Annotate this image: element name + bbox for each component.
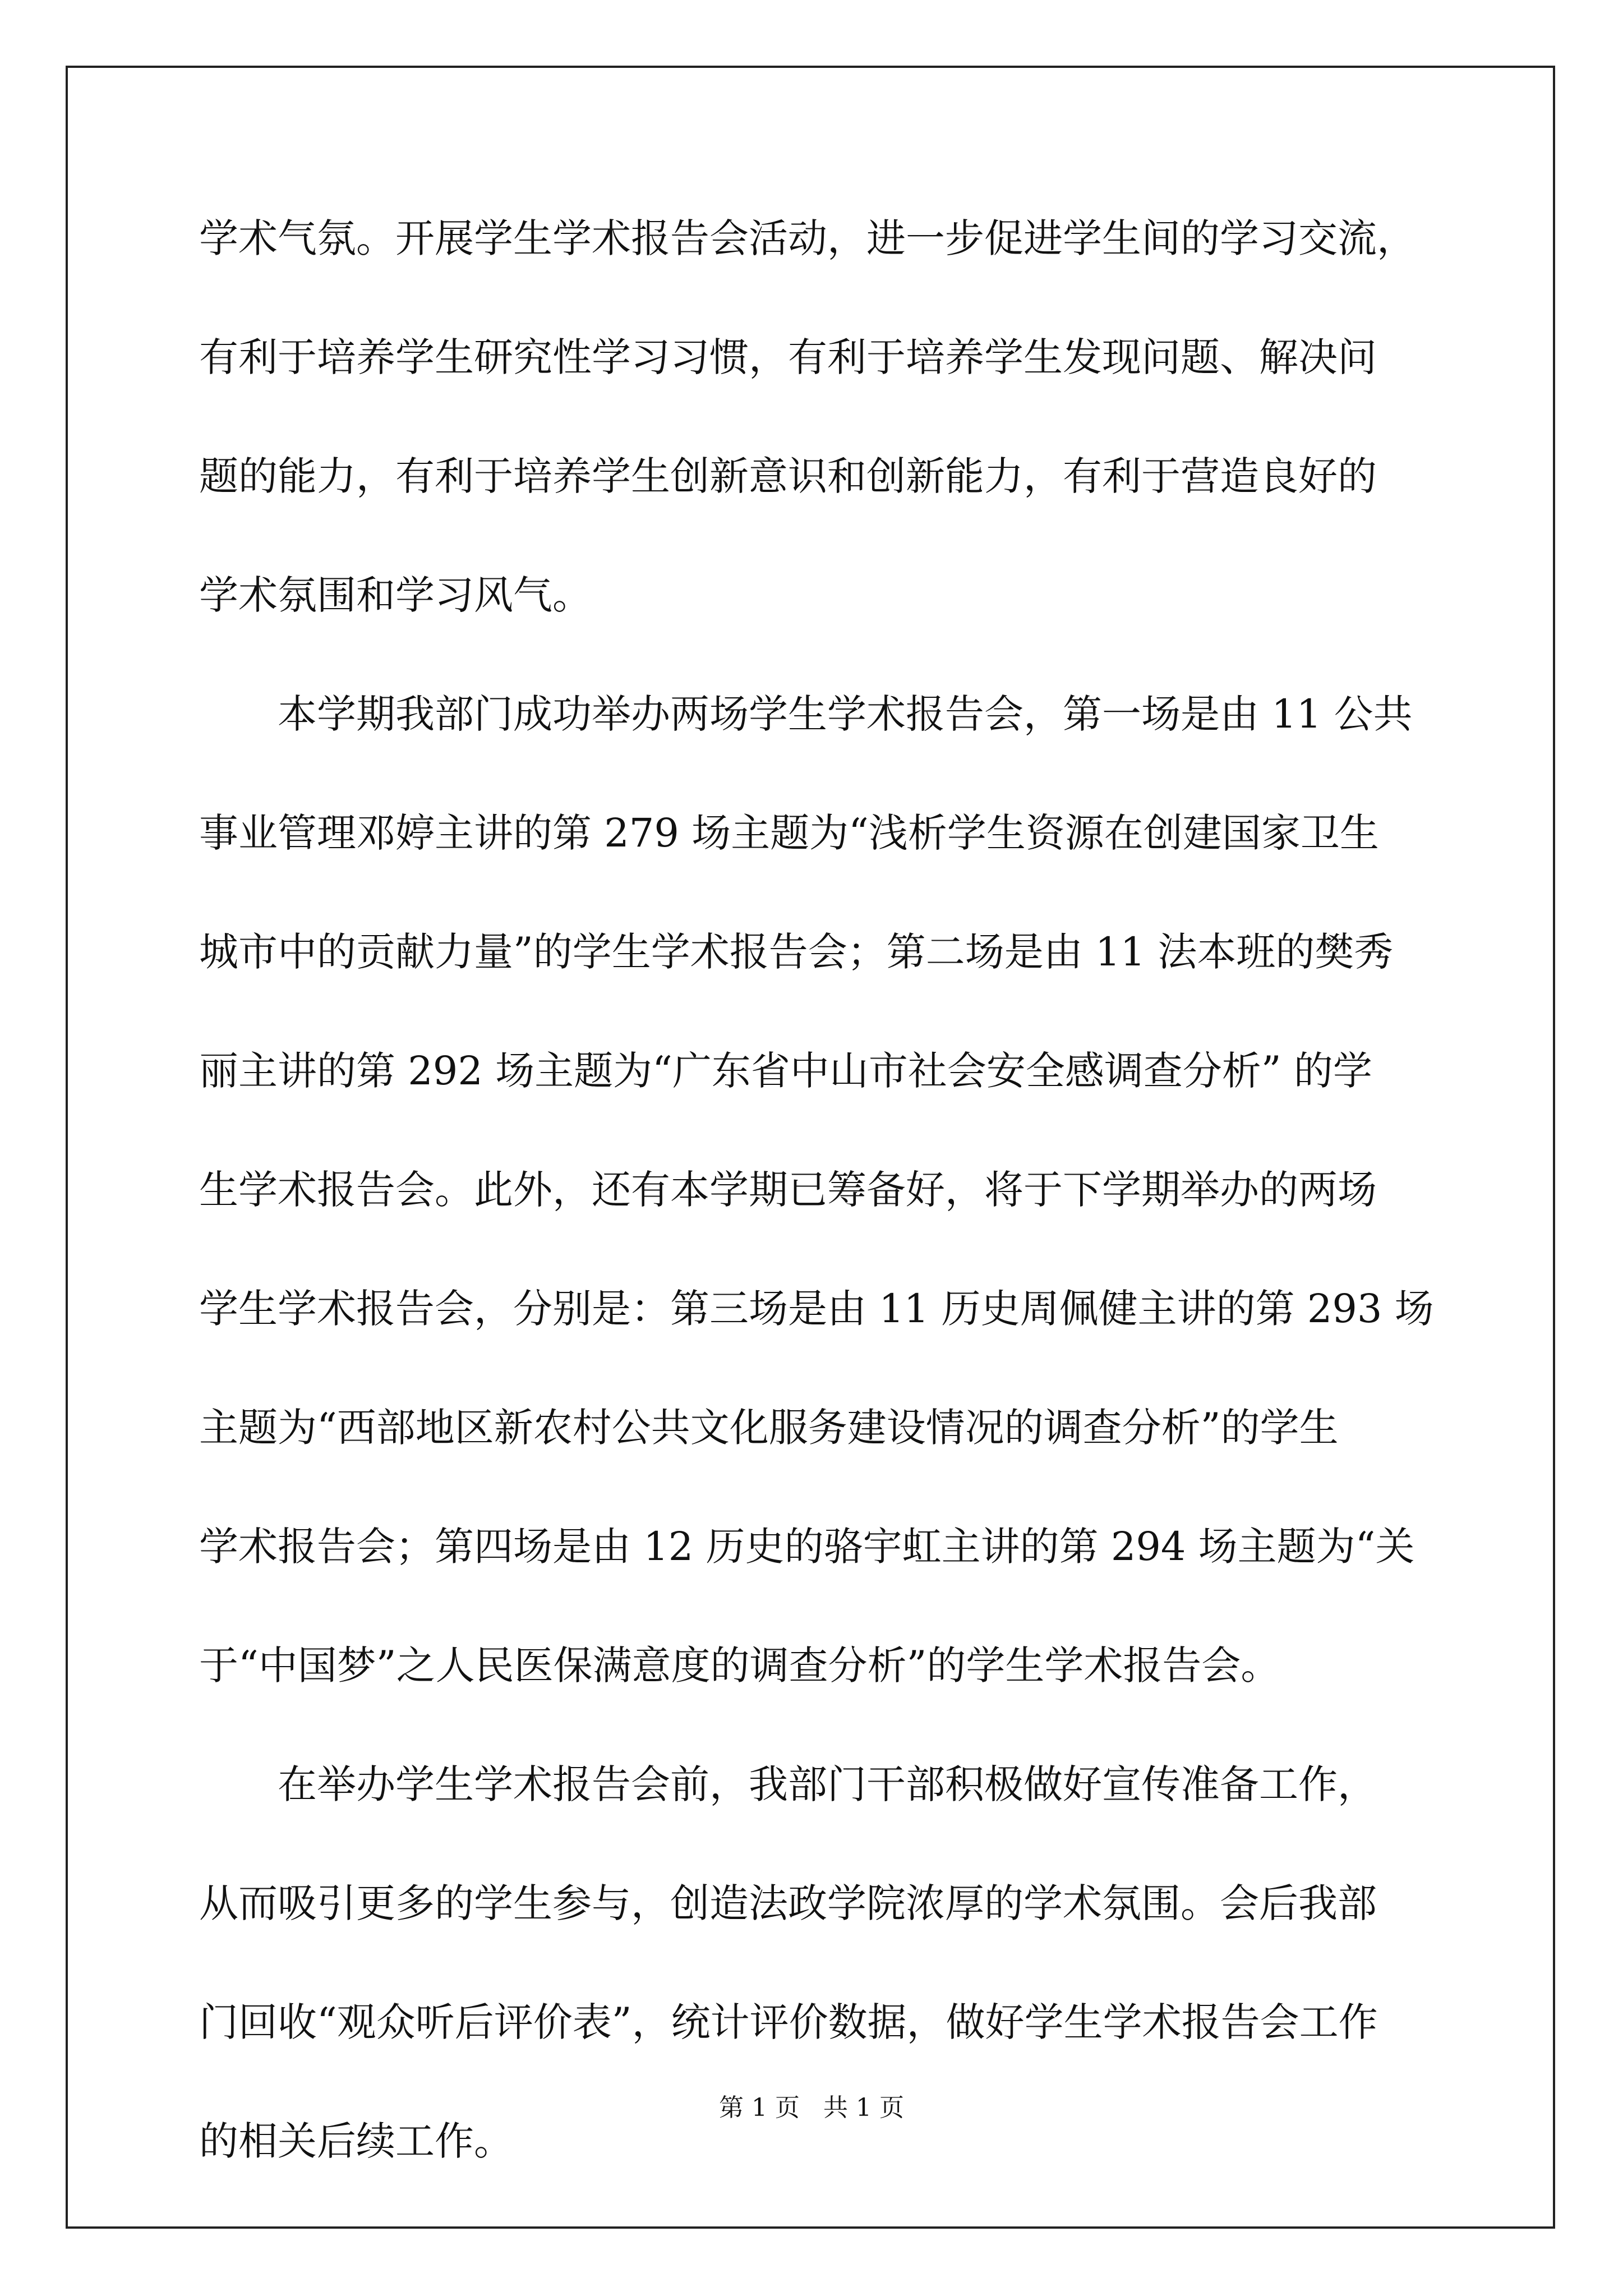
paragraph-2-line-1: 本学期我部门成功举办两场学生学术报告会，第一场是由 11 公共 — [278, 691, 1413, 737]
paragraph-2-line-7: 主题为“西部地区新农村公共文化服务建设情况的调查分析”的学生 — [199, 1405, 1339, 1451]
paragraph-2-line-6: 学生学术报告会，分别是：第三场是由 11 历史周佩健主讲的第 293 场 — [199, 1286, 1434, 1332]
paragraph-3-line-4: 的相关后续工作。 — [199, 2118, 513, 2164]
paragraph-1-line-2: 有利于培养学生研究性学习习惯，有利于培养学生发现问题、解决问 — [199, 334, 1377, 380]
paragraph-2-line-2: 事业管理邓婷主讲的第 279 场主题为“浅析学生资源在创建国家卫生 — [199, 810, 1379, 856]
paragraph-3-line-1: 在举办学生学术报告会前，我部门干部积极做好宣传准备工作， — [278, 1761, 1377, 1807]
paragraph-1-line-4: 学术氛围和学习风气。 — [199, 572, 592, 618]
paragraph-2-line-4: 丽主讲的第 292 场主题为“广东省中山市社会安全感调查分析” 的学 — [199, 1048, 1372, 1094]
paragraph-3-line-3: 门回收“观众听后评价表”，统计评价数据，做好学生学术报告会工作 — [199, 1999, 1378, 2045]
page-footer: 第 1 页 共 1 页 — [719, 2093, 904, 2122]
paragraph-2-line-8: 学术报告会；第四场是由 12 历史的骆宇虹主讲的第 294 场主题为“关 — [199, 1524, 1415, 1570]
paragraph-2-line-9: 于“中国梦”之人民医保满意度的调查分析”的学生学术报告会。 — [199, 1642, 1280, 1688]
paragraph-2-line-3: 城市中的贡献力量”的学生学术报告会；第二场是由 11 法本班的樊秀 — [199, 929, 1394, 975]
paragraph-2-line-5: 生学术报告会。此外，还有本学期已筹备好，将于下学期举办的两场 — [199, 1167, 1377, 1213]
paragraph-3-line-2: 从而吸引更多的学生参与，创造法政学院浓厚的学术氛围。会后我部 — [199, 1880, 1377, 1926]
paragraph-1-line-1: 学术气氛。开展学生学术报告会活动，进一步促进学生间的学习交流， — [199, 215, 1416, 261]
paragraph-1-line-3: 题的能力，有利于培养学生创新意识和创新能力，有利于营造良好的 — [199, 453, 1377, 499]
